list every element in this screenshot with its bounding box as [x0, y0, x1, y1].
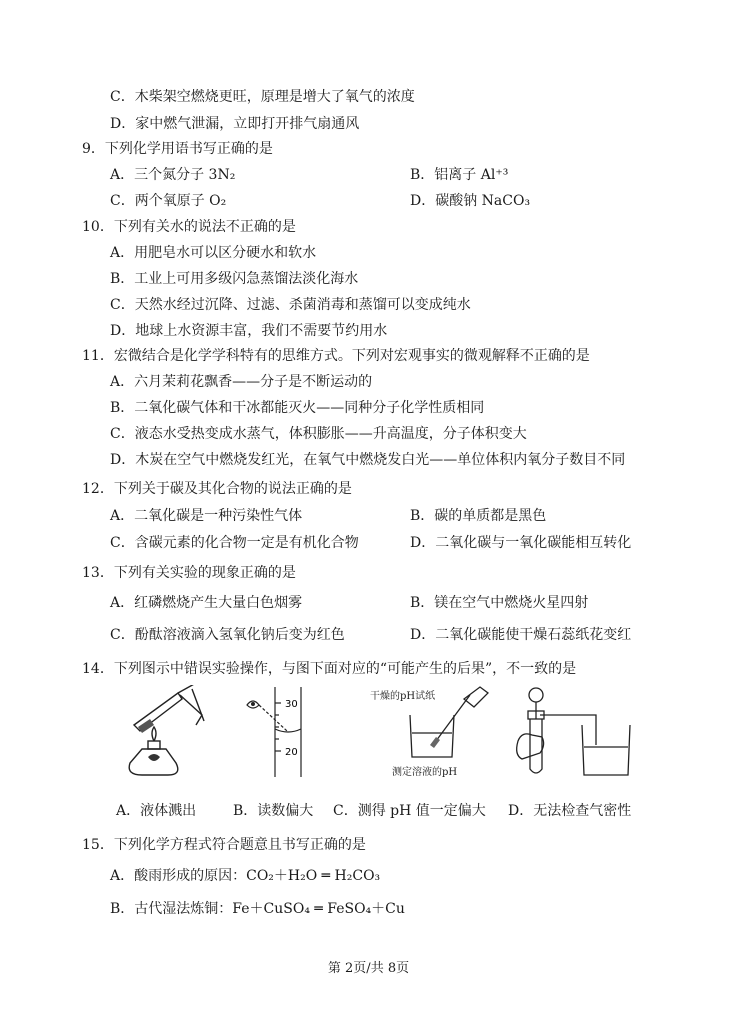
option-b: B．铝离子 Al⁺³	[410, 167, 509, 183]
option-c: C．测得 pH 值一定偏大	[333, 803, 486, 819]
option-d: D．地球上水资源丰富，我们不需要节约用水	[110, 323, 388, 339]
option-d: D．二氧化碳与一氧化碳能相互转化	[410, 535, 632, 551]
question-stem: 12．下列关于碳及其化合物的说法正确的是	[82, 481, 352, 497]
experiment-figures	[120, 685, 660, 785]
option-c: C．含碳元素的化合物一定是有机化合物	[110, 535, 359, 551]
question-stem: 13．下列有关实验的现象正确的是	[82, 565, 296, 581]
option-a: A．用肥皂水可以区分硬水和软水	[110, 245, 317, 261]
heating-test-tube-figure	[120, 685, 210, 780]
question-stem: 14．下列图示中错误实验操作，与图下面对应的“可能产生的后果”，不一致的是	[82, 661, 577, 677]
option-a: A．液体溅出	[116, 803, 197, 819]
option-d: D．家中燃气泄漏，立即打开排气扇通风	[110, 116, 360, 132]
option-b: B．镁在空气中燃烧火星四射	[410, 595, 589, 611]
ph-test-label: 测定溶液的pH	[392, 767, 458, 778]
question-stem: 11．宏微结合是化学学科特有的思维方式。下列对宏观事实的微观解释不正确的是	[82, 348, 590, 364]
option-a: A．红磷燃烧产生大量白色烟雾	[110, 595, 303, 611]
option-a: A．酸雨形成的原因：CO₂＋H₂O ═ H₂CO₃	[110, 868, 381, 884]
option-b: B．读数偏大	[233, 803, 314, 819]
option-c: C．酚酞溶液滴入氢氧化钠后变为红色	[110, 627, 345, 643]
option-c: C．木柴架空燃烧更旺，原理是增大了氧气的浓度	[110, 89, 415, 105]
question-stem: 10．下列有关水的说法不正确的是	[82, 219, 296, 235]
ph-paper-label: 干燥的pH试纸	[370, 691, 436, 702]
option-a: A．六月茉莉花飘香——分子是不断运动的	[110, 374, 373, 390]
option-b: B．二氧化碳气体和干冰都能灭火——同种分子化学性质相同	[110, 400, 485, 416]
option-c: C．天然水经过沉降、过滤、杀菌消毒和蒸馏可以变成纯水	[110, 297, 471, 313]
option-d: D．木炭在空气中燃烧发红光，在氧气中燃烧发白光——单位体积内氧分子数目不同	[110, 452, 626, 468]
option-b: B．碳的单质都是黑色	[410, 508, 547, 524]
ph-test-figure	[370, 685, 500, 780]
option-c: C．液态水受热变成水蒸气，体积膨胀——升高温度，分子体积变大	[110, 426, 527, 442]
graduated-cylinder-figure	[245, 685, 315, 780]
option-d: D．无法检查气密性	[508, 803, 632, 819]
option-b: B．工业上可用多级闪急蒸馏法淡化海水	[110, 271, 359, 287]
option-a: A．二氧化碳是一种污染性气体	[110, 508, 303, 524]
tick-label-30: 30	[285, 699, 298, 710]
tick-label-20: 20	[285, 747, 298, 758]
question-stem: 15．下列化学方程式符合题意且书写正确的是	[82, 837, 366, 853]
option-b: B．古代湿法炼铜：Fe＋CuSO₄ ═ FeSO₄＋Cu	[110, 901, 405, 917]
question-stem: 9．下列化学用语书写正确的是	[82, 141, 273, 157]
airtightness-check-figure	[512, 685, 652, 780]
option-c: C．两个氧原子 O₂	[110, 193, 227, 209]
option-d: D．碳酸钠 NaCO₃	[410, 193, 531, 209]
option-a: A．三个氮分子 3N₂	[110, 167, 236, 183]
option-d: D．二氧化碳能使干燥石蕊纸花变红	[410, 627, 632, 643]
page-number: 第 2页/共 8页	[327, 961, 410, 976]
